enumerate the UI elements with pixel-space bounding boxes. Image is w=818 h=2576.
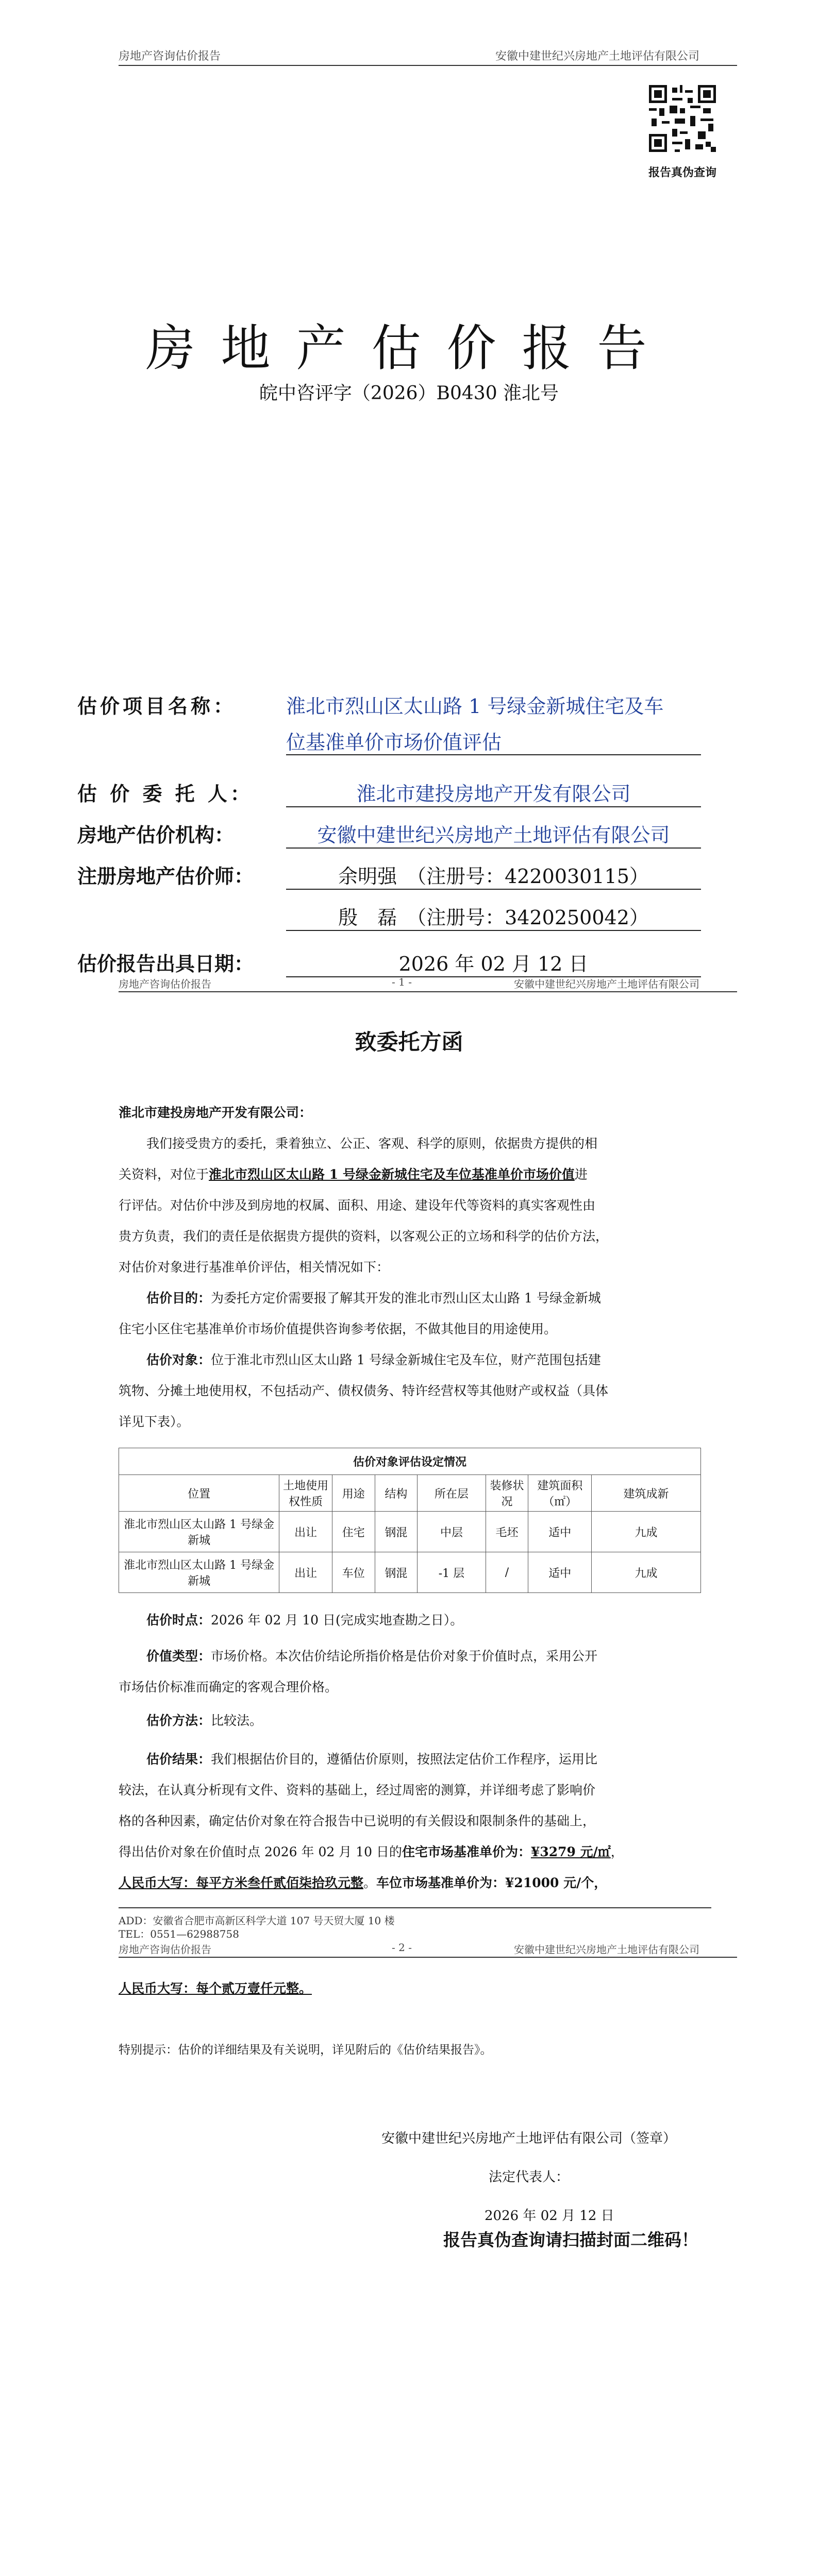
table-cell: 住宅 [332, 1512, 375, 1552]
type-section [119, 1641, 711, 1703]
result-residential-label: 住宅市场基准单价为： [402, 1844, 531, 1859]
special-notice: 特别提示：估价的详细结果及有关说明，详见附后的《估价结果报告》。 [119, 2043, 492, 2057]
table-row [119, 1512, 701, 1552]
page2-header-rule [119, 991, 737, 992]
table-caption-row [119, 1448, 701, 1475]
result-residential-rmb: 人民币大写：每平方米叁仟贰佰柒拾玖元整 [119, 1875, 364, 1890]
intro-subject: 淮北市烈山区太山路 1 号绿金新城住宅及车位基准单价市场价值 [209, 1167, 575, 1182]
page3-header-right: 安徽中建世纪兴房地产土地评估有限公司 [514, 1943, 699, 1956]
method-value: 比较法。 [211, 1713, 263, 1728]
table-header-cell: 土地使用权性质 [279, 1475, 332, 1512]
page1-header-right: 安徽中建世纪兴房地产土地评估有限公司 [495, 50, 699, 63]
method-label: 估价方法： [146, 1713, 211, 1728]
signature-date: 2026 年 02 月 12 日 [485, 2208, 614, 2224]
table-cell: 淮北市烈山区太山路 1 号绿金新城 [119, 1512, 279, 1552]
project-name-underline [286, 754, 701, 755]
client-value: 淮北市建投房地产开发有限公司 [286, 778, 701, 807]
intro-line-5: 对估价对象进行基准单价评估，相关情况如下： [119, 1260, 390, 1275]
letter-salutation: 淮北市建投房地产开发有限公司： [119, 1105, 312, 1120]
result-parking-price: 车位市场基准单价为：¥21000 元/个， [376, 1875, 607, 1890]
appraiser-1: 余明强 （注册号：4220030115） [286, 860, 701, 890]
legal-representative: 法定代表人： [489, 2170, 570, 2185]
result-line-5 [119, 1868, 711, 1899]
purpose-section [119, 1283, 711, 1345]
type-text-1: 市场价格。本次估价结论所指价格是估价对象于价值时点，采用公开 [211, 1649, 598, 1664]
page2-footer-address: ADD：安徽省合肥市高新区科学大道 107 号天贸大厦 10 楼 [119, 1914, 395, 1927]
object-table [119, 1448, 701, 1593]
table-header-cell: 建筑面积（㎡） [528, 1475, 592, 1512]
method-line [119, 1705, 711, 1736]
table-cell: 毛坯 [486, 1512, 528, 1552]
page2-footer-rule [119, 1907, 711, 1908]
page1-header-rule [119, 65, 737, 66]
purpose-text-1: 为委托方定价需要报了解其开发的淮北市烈山区太山路 1 号绿金新城 [211, 1291, 601, 1306]
result-line-3: 格的各种因素，确定估价对象在符合报告中已说明的有关假设和限制条件的基础上， [119, 1814, 596, 1828]
page1-header-left: 房地产咨询估价报告 [119, 50, 221, 63]
table-cell: -1 层 [418, 1552, 486, 1593]
report-date-label: 估价报告出具日期： [77, 952, 254, 975]
table-cell: 钢混 [375, 1512, 418, 1552]
table-cell: 适中 [528, 1512, 592, 1552]
result-text-4a: 得出估价对象在价值时点 2026 年 02 月 10 日的 [119, 1844, 402, 1859]
result-text-4d: ， [610, 1844, 624, 1859]
table-cell: 钢混 [375, 1552, 418, 1593]
project-name-line1: 淮北市烈山区太山路 1 号绿金新城住宅及车 [286, 695, 664, 718]
report-title: 房地产估价报告 [145, 319, 673, 377]
table-row [119, 1552, 701, 1593]
page3-header-rule [119, 1957, 737, 1958]
qr-code [646, 82, 719, 157]
letter-intro [119, 1128, 711, 1283]
intro-line-3: 行评估。对估价中涉及到房地的权属、面积、用途、建设年代等资料的真实客观性由 [119, 1198, 596, 1213]
page2-header-left: 房地产咨询估价报告 [119, 978, 211, 990]
table-header-cell: 位置 [119, 1475, 279, 1512]
type-line-1 [119, 1641, 711, 1672]
result-residential-price: ¥3279 元/㎡ [530, 1844, 611, 1859]
table-header-cell: 建筑成新 [592, 1475, 701, 1512]
object-text-1: 位于淮北市烈山区太山路 1 号绿金新城住宅及车位，财产范围包括建 [211, 1352, 601, 1367]
client-label: 估 价 委 托 人： [77, 782, 253, 805]
result-text-1: 我们根据估价目的，遵循估价原则，按照法定估价工作程序，运用比 [211, 1752, 598, 1767]
intro-line-4: 贵方负责，我们的责任是依据贵方提供的资料，以客观公正的立场和科学的估价方法， [119, 1229, 609, 1244]
table-cell: 中层 [418, 1512, 486, 1552]
result-section [119, 1744, 711, 1899]
table-cell: 淮北市烈山区太山路 1 号绿金新城 [119, 1552, 279, 1593]
object-line-3: 详见下表）。 [119, 1414, 190, 1429]
table-cell: / [486, 1552, 528, 1593]
project-name-line2: 位基准单价市场价值评估 [286, 731, 502, 754]
result-label: 估价结果： [146, 1752, 211, 1767]
object-line-2: 筑物、分摊土地使用权，不包括动产、债权债务、特许经营权等其他财产或权益（具体 [119, 1383, 609, 1398]
result-line-2: 较法，在认真分析现有文件、资料的基础上，经过周密的测算，并详细考虑了影响价 [119, 1783, 596, 1798]
appraiser-2: 殷 磊 （注册号：3420250042） [286, 902, 701, 931]
intro-line-2-end: 进 [574, 1167, 588, 1182]
object-line-1 [119, 1345, 711, 1376]
qr-code-icon [646, 82, 719, 155]
time-line [119, 1605, 711, 1636]
project-name-label: 估价项目名称： [77, 694, 237, 718]
type-label: 价值类型： [146, 1649, 211, 1664]
object-label: 估价对象： [146, 1352, 211, 1367]
table-cell: 九成 [592, 1552, 701, 1593]
time-section [119, 1605, 711, 1636]
time-value: 2026 年 02 月 10 日(完成实地查勘之日）。 [211, 1613, 463, 1628]
object-section [119, 1345, 711, 1437]
table-caption: 估价对象评估设定情况 [119, 1448, 701, 1475]
report-date-value: 2026 年 02 月 12 日 [286, 948, 701, 977]
report-ref-number: 皖中咨评字（2026）B0430 淮北号 [259, 383, 559, 404]
type-line-2: 市场估价标准而确定的客观合理价格。 [119, 1680, 338, 1694]
page2-footer-tel: TEL：0551—62988758 [119, 1928, 239, 1940]
time-label: 估价时点： [146, 1613, 211, 1628]
result-text-5b: 。 [363, 1875, 377, 1890]
table-header-row [119, 1475, 701, 1512]
page3-header-left: 房地产咨询估价报告 [119, 1943, 211, 1956]
intro-line-2 [119, 1159, 711, 1190]
table-header-cell: 所在层 [418, 1475, 486, 1512]
result-line-4 [119, 1837, 711, 1868]
intro-line-2-start: 关资料，对位于 [119, 1167, 209, 1182]
result-line-1 [119, 1744, 711, 1775]
table-cell: 出让 [279, 1552, 332, 1593]
table-cell: 适中 [528, 1552, 592, 1593]
page2-header-right: 安徽中建世纪兴房地产土地评估有限公司 [514, 978, 699, 990]
intro-line-1: 我们接受贵方的委托，秉着独立、公正、客观、科学的原则，依据贵方提供的相 [146, 1136, 598, 1151]
table-cell: 九成 [592, 1512, 701, 1552]
parking-rmb-line: 人民币大写：每个贰万壹仟元整。 [119, 1981, 312, 1996]
purpose-line-1 [119, 1283, 711, 1314]
appraiser-label: 注册房地产估价师： [77, 865, 254, 888]
agency-label: 房地产估价机构： [77, 823, 235, 846]
qr-caption: 报告真伪查询 [648, 166, 716, 179]
table-header-cell: 装修状况 [486, 1475, 528, 1512]
page3-header-page: - 2 - [392, 1941, 412, 1954]
agency-value: 安徽中建世纪兴房地产土地评估有限公司 [286, 819, 701, 849]
table-header-cell: 用途 [332, 1475, 375, 1512]
table-header-cell: 结构 [375, 1475, 418, 1512]
letter-heading: 致委托方函 [355, 1029, 463, 1055]
company-signature: 安徽中建世纪兴房地产土地评估有限公司（签章） [381, 2131, 677, 2146]
method-section [119, 1705, 711, 1736]
table-cell: 车位 [332, 1552, 375, 1593]
purpose-line-2: 住宅小区住宅基准单价市场价值提供咨询参考依据，不做其他目的用途使用。 [119, 1321, 557, 1336]
table-cell: 出让 [279, 1512, 332, 1552]
purpose-label: 估价目的： [146, 1291, 211, 1306]
page2-header-page: - 1 - [392, 976, 412, 988]
verify-notice: 报告真伪查询请扫描封面二维码！ [443, 2230, 698, 2250]
